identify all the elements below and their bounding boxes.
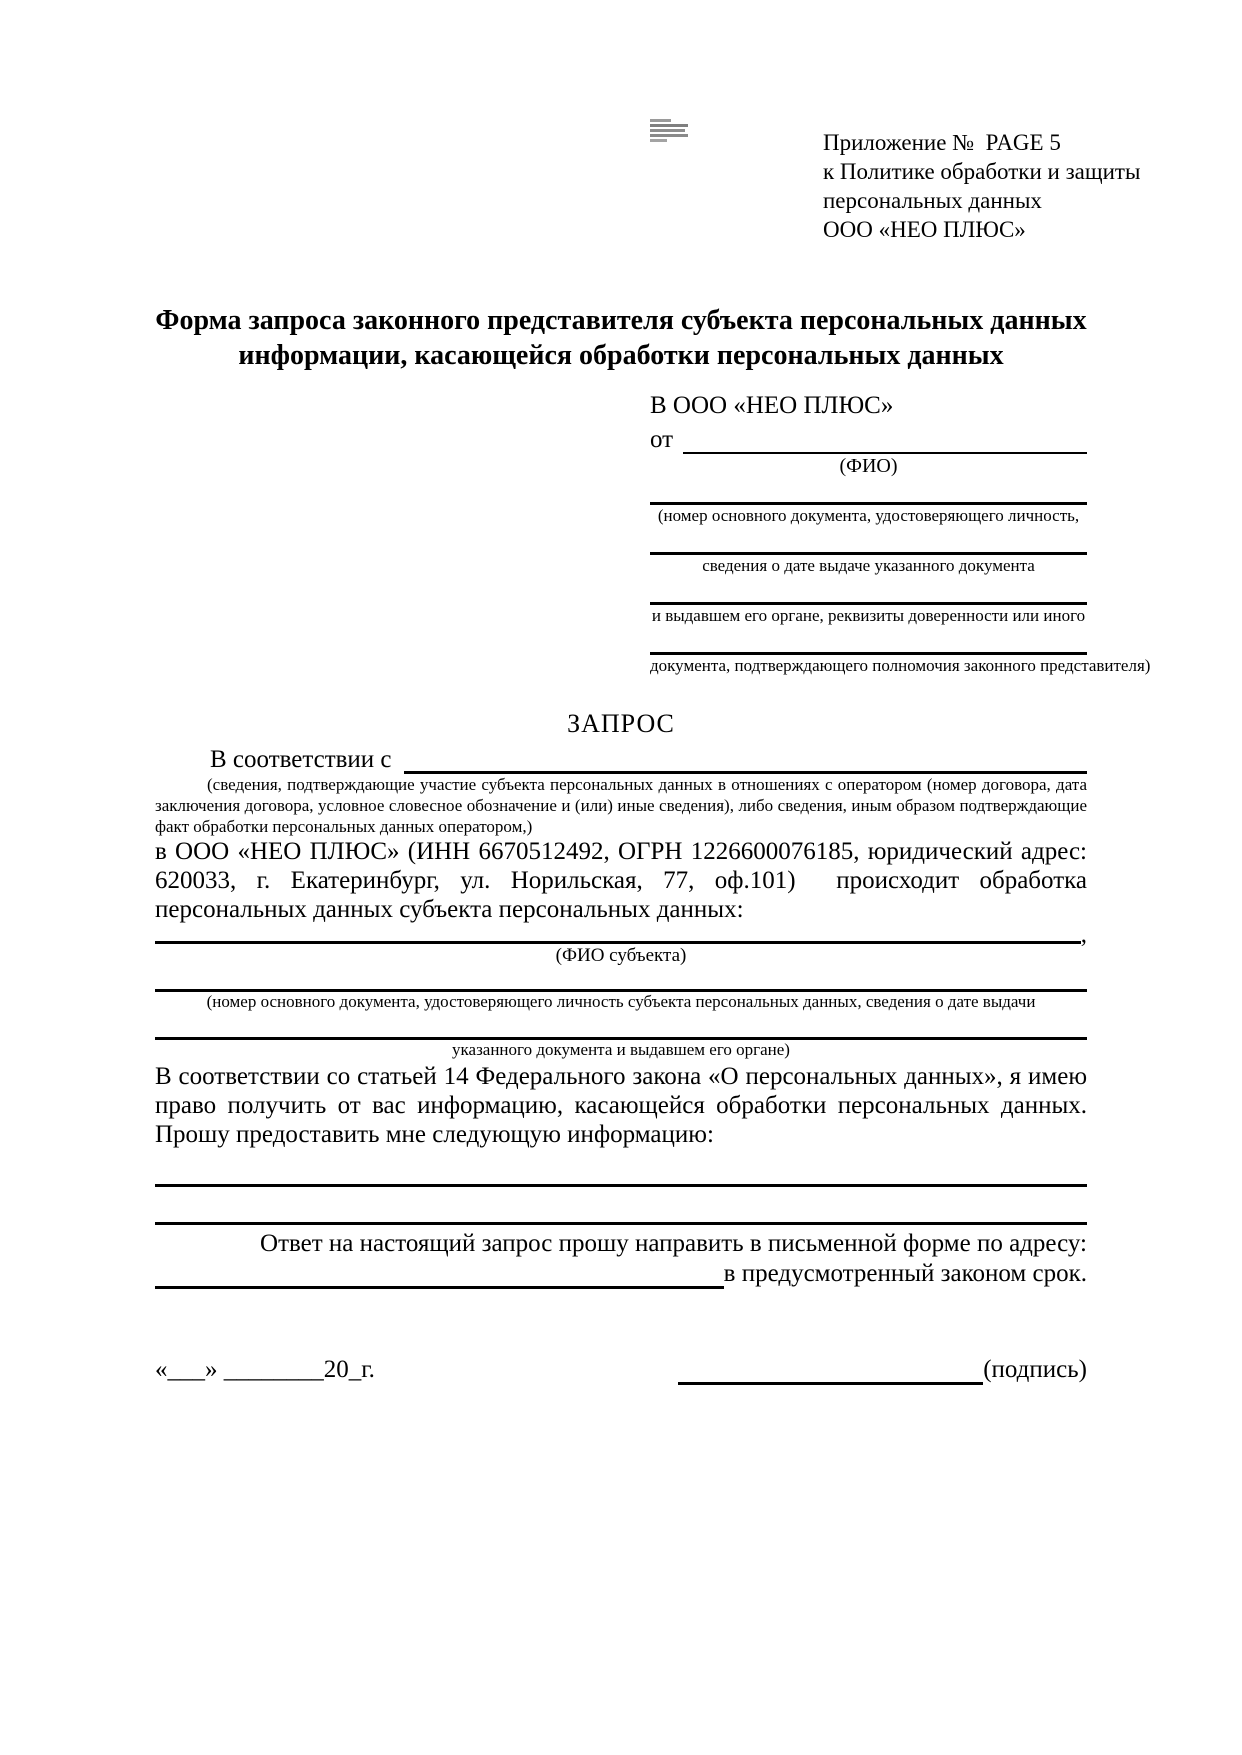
representative-doc-number-fill-line — [650, 476, 1087, 505]
document-title — [0, 303, 1242, 373]
document-title-line2: информации, касающейся обработки персональных данных — [238, 340, 1004, 371]
glyph-bar — [650, 129, 685, 132]
appendix-number-line: Приложение № PAGE 5 — [823, 130, 1061, 155]
lines-glyph-icon — [650, 119, 688, 144]
from-label: от — [650, 426, 674, 453]
addressee-block — [650, 390, 1151, 676]
trailing-comma: , — [1080, 921, 1087, 948]
date-signature-row — [155, 1355, 1087, 1385]
signature-caption: (подпись) — [983, 1356, 1087, 1383]
subject-fio-row — [155, 921, 1087, 948]
requested-info-fill-line-1 — [155, 1161, 1087, 1187]
requested-info-fill-line-2 — [155, 1187, 1087, 1225]
signature-group — [678, 1355, 1087, 1385]
authority-caption: документа, подтверждающего полномочия законного представителя) — [650, 656, 1151, 675]
glyph-bar — [650, 119, 671, 122]
subject-fio-caption: (ФИО субъекта) — [555, 945, 687, 966]
request-heading: ЗАПРОС — [567, 709, 675, 738]
basis-row — [155, 744, 1087, 774]
addressee-to: В ООО «НЕО ПЛЮС» — [650, 392, 894, 419]
reply-request-line: Ответ на настоящий запрос прошу направить в письменной форме по адресу: — [260, 1230, 1087, 1257]
reply-address-row — [155, 1259, 1087, 1289]
subject-doc-caption-line1: (номер основного документа, удостоверяющего личность субъекта персональных данных, сведения о дате выдачи — [206, 992, 1036, 1011]
appendix-policy-line: к Политике обработки и защиты — [823, 159, 1141, 184]
document-title-line1: Форма запроса законного представителя субъекта персональных данных — [155, 305, 1087, 336]
representative-authority-fill-line — [650, 626, 1087, 655]
subject-fio-fill-line — [155, 926, 1081, 944]
operator-paragraph: в ООО «НЕО ПЛЮС» (ИНН 6670512492, ОГРН 1226600076185, юридический адрес: 620033, г. Екатеринбург, ул. Норильская, 77, оф.101) происходит обработка персональных данных субъекта персональных данных: — [155, 838, 1087, 923]
subject-doc-issuer-fill-line — [155, 1012, 1087, 1040]
subject-doc-number-fill-line — [155, 967, 1087, 992]
representative-doc-issuer-fill-line — [650, 576, 1087, 605]
law-paragraph: В соответствии со статьей 14 Федерального закона «О персональных данных», я имею право получить от вас информацию, касающейся обработки персональных данных. Прошу предоставить мне следующую информацию: — [155, 1063, 1087, 1148]
appendix-personal-data-line: персональных данных — [823, 188, 1042, 213]
glyph-bar — [650, 124, 688, 127]
glyph-bar — [650, 139, 667, 142]
signature-fill-line — [678, 1357, 983, 1385]
date-line: «___» ________20_г. — [155, 1356, 375, 1383]
basis-fine-print: (сведения, подтверждающие участие субъекта персональных данных в отношениях с оператором (номер договора, дата заключения договора, условное словесное обозначение и (или) иные сведения), либо сведения, иным образом подтверждающие факт обработки персональных данных оператором,) — [155, 775, 1087, 836]
addressee-from-row — [650, 426, 1087, 454]
basis-label: В соответствии с — [210, 746, 392, 773]
reply-address-fill-line — [155, 1259, 724, 1289]
request-body — [155, 710, 1087, 1289]
glyph-bar — [650, 134, 688, 137]
fio-caption: (ФИО) — [839, 455, 898, 477]
representative-doc-date-fill-line — [650, 526, 1087, 555]
subject-doc-caption-line2: указанного документа и выдавшем его органе) — [452, 1040, 790, 1059]
representative-fio-fill-line — [683, 452, 1087, 454]
reply-deadline-text: в предусмотренный законом срок. — [723, 1260, 1087, 1287]
appendix-company-line: ООО «НЕО ПЛЮС» — [823, 217, 1026, 242]
doc-issuer-caption: и выдавшем его органе, реквизиты доверенности или иного — [651, 606, 1086, 625]
doc-number-caption: (номер основного документа, удостоверяющего личность, — [657, 506, 1080, 525]
appendix-header — [823, 128, 1140, 244]
doc-date-caption: сведения о дате выдаче указанного документа — [702, 556, 1035, 575]
